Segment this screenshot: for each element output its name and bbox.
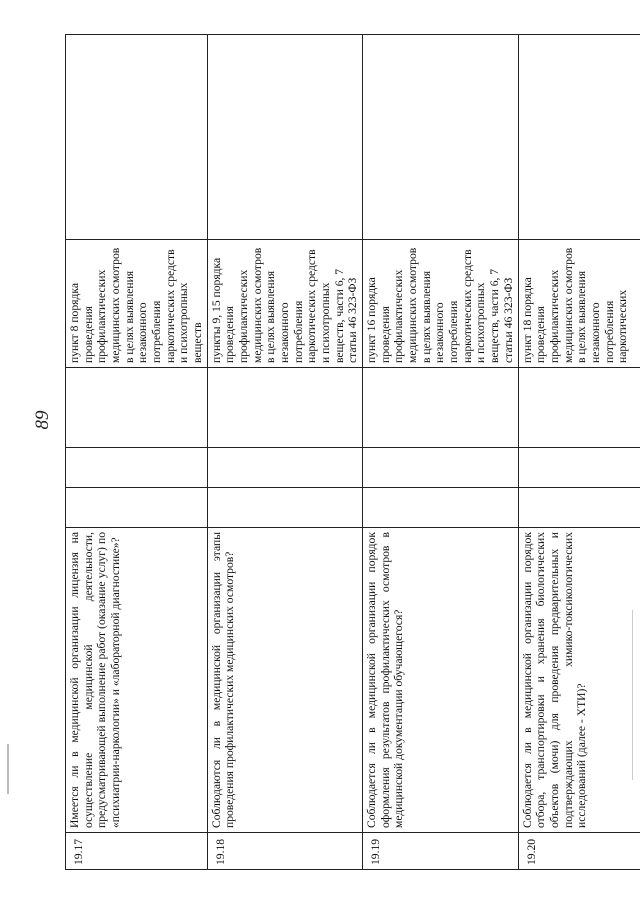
note-cell: [66, 35, 208, 240]
row-number: 19.17: [66, 833, 208, 870]
reference-cell: пункты 9, 15 порядка проведения профилактических медицинских осмотров в целях выявления незаконного потребления наркотических средств и психотропных веществ, части 6, 7 статьи 46 323-ФЗ: [207, 240, 362, 368]
answer-cell: [66, 368, 208, 448]
scan-artifact: [7, 744, 9, 794]
answer-cell: [518, 488, 640, 528]
answer-cell: [207, 368, 362, 448]
answer-cell: [518, 368, 640, 448]
question-cell: Соблюдаются ли в медицинской организации этапы проведения профилактических медицинских осмотров?: [207, 528, 362, 833]
row-number: 19.19: [363, 833, 518, 870]
answer-cell: [518, 448, 640, 488]
question-cell: Имеется ли в медицинской организации лицензия на осуществление медицинской деятельности, предусматривающей выполнение работ (оказание услуг) по «психиатрии-наркологии» и «лабораторной диагностике»?: [66, 528, 208, 833]
answer-cell: [207, 448, 362, 488]
rotated-table-container: [65, 35, 630, 870]
question-cell: Соблюдается ли в медицинской организации порядок оформления результатов профилактических осмотров в медицинской документации обучающегося?: [363, 528, 518, 833]
note-cell: [363, 35, 518, 240]
reference-cell: пункт 18 порядка проведения профилактических медицинских осмотров в целях выявления незаконного потребления наркотических: [518, 240, 640, 368]
table-row: [66, 35, 208, 870]
note-cell: [207, 35, 362, 240]
row-number: 19.20: [518, 833, 640, 870]
note-cell: [518, 35, 640, 240]
table-row: [363, 35, 518, 870]
table-row: [518, 35, 640, 870]
answer-cell: [363, 488, 518, 528]
page-number: 89: [32, 410, 53, 430]
checklist-table: [65, 34, 640, 870]
answer-cell: [363, 368, 518, 448]
answer-cell: [66, 448, 208, 488]
reference-cell: пункт 16 порядка проведения профилактических медицинских осмотров в целях выявления незаконного потребления наркотических средств и психотропных веществ, части 6, 7 статьи 46 323-ФЗ: [363, 240, 518, 368]
table-row: [207, 35, 362, 870]
answer-cell: [363, 448, 518, 488]
answer-cell: [207, 488, 362, 528]
reference-cell: пункт 8 порядка проведения профилактических медицинских осмотров в целях выявления незаконного потребления наркотических средств и психотропных веществ: [66, 240, 208, 368]
row-number: 19.18: [207, 833, 362, 870]
answer-cell: [66, 488, 208, 528]
question-cell: Соблюдается ли в медицинской организации порядок отбора, транспортировки и хранения биологических объектов (мочи) для проведения предварительных и подтверждающих химико-токсикологических исследований (далее - ХТИ)?: [518, 528, 640, 833]
